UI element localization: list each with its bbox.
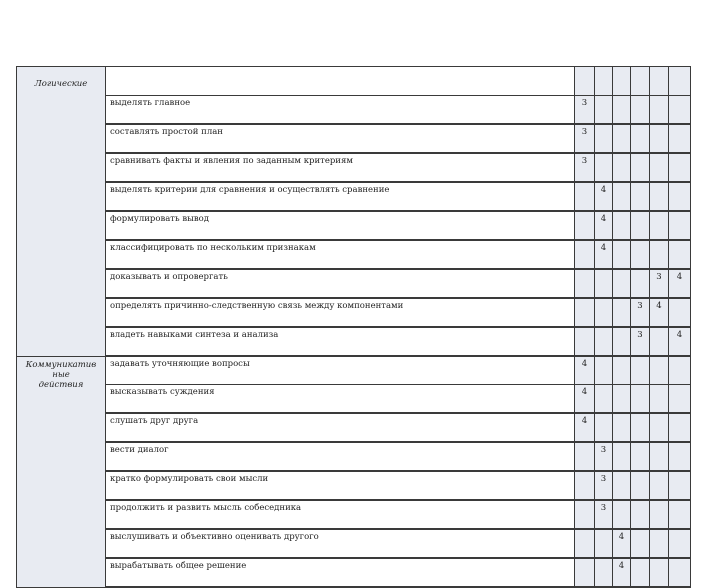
- level-cell: [595, 529, 613, 558]
- level-cell: 4: [595, 240, 613, 269]
- skill-cell: формулировать вывод: [106, 211, 575, 240]
- level-cell: [669, 529, 691, 558]
- level-cell: [669, 385, 691, 414]
- skill-cell: сравнивать факты и явления по заданным критериям: [106, 153, 575, 182]
- level-cell: [613, 500, 631, 529]
- level-cell: [575, 240, 595, 269]
- level-cell: [631, 153, 650, 182]
- level-cell: [669, 413, 691, 442]
- level-cell: 3: [595, 442, 613, 471]
- table-row: [17, 500, 691, 529]
- table-row: [17, 240, 691, 269]
- level-cell: [613, 356, 631, 385]
- level-cell: [650, 182, 669, 211]
- level-cell: [631, 96, 650, 125]
- level-cell: 3: [631, 298, 650, 327]
- category-line: Коммуникатив: [25, 359, 97, 370]
- level-cell: [650, 385, 669, 414]
- level-cell: [650, 471, 669, 500]
- table-row: [17, 153, 691, 182]
- level-cell: [669, 558, 691, 587]
- level-cell: [613, 240, 631, 269]
- level-cell: [669, 182, 691, 211]
- skill-cell: вырабатывать общее решение: [106, 558, 575, 587]
- table-row: [17, 67, 691, 96]
- table-row: [17, 471, 691, 500]
- level-cell: [650, 558, 669, 587]
- level-cell: [631, 124, 650, 153]
- skill-cell: определять причинно-следственную связь между компонентами: [106, 298, 575, 327]
- level-cell: [575, 67, 595, 96]
- level-cell: [650, 153, 669, 182]
- level-cell: [613, 153, 631, 182]
- level-cell: [595, 327, 613, 356]
- level-cell: [575, 529, 595, 558]
- level-cell: [631, 67, 650, 96]
- level-cell: [669, 96, 691, 125]
- level-cell: [669, 298, 691, 327]
- level-cell: 4: [575, 385, 595, 414]
- table-row: [17, 211, 691, 240]
- skill-cell: вести диалог: [106, 442, 575, 471]
- level-cell: [631, 558, 650, 587]
- level-cell: [631, 413, 650, 442]
- table-row: [17, 529, 691, 558]
- level-cell: [650, 442, 669, 471]
- level-cell: [669, 211, 691, 240]
- level-cell: 3: [595, 500, 613, 529]
- level-cell: [650, 413, 669, 442]
- level-cell: 3: [575, 96, 595, 125]
- level-cell: 4: [669, 327, 691, 356]
- skill-cell: слушать друг друга: [106, 413, 575, 442]
- level-cell: [575, 269, 595, 298]
- level-cell: [613, 471, 631, 500]
- level-cell: [575, 327, 595, 356]
- level-cell: [631, 356, 650, 385]
- level-cell: [613, 269, 631, 298]
- level-cell: [631, 269, 650, 298]
- level-cell: [631, 500, 650, 529]
- level-cell: 3: [631, 327, 650, 356]
- skill-cell: классифицировать по нескольким признакам: [106, 240, 575, 269]
- level-cell: [669, 442, 691, 471]
- level-cell: [613, 67, 631, 96]
- level-cell: [631, 385, 650, 414]
- level-cell: 4: [575, 413, 595, 442]
- table-row: [17, 413, 691, 442]
- table-row: [17, 96, 691, 125]
- level-cell: [595, 385, 613, 414]
- skill-cell: задавать уточняющие вопросы: [106, 356, 575, 385]
- level-cell: [613, 413, 631, 442]
- table-row: [17, 182, 691, 211]
- skill-cell: высказывать суждения: [106, 385, 575, 414]
- category-cell: [17, 356, 106, 587]
- table-row: [17, 269, 691, 298]
- level-cell: [613, 327, 631, 356]
- level-cell: [575, 471, 595, 500]
- level-cell: [631, 471, 650, 500]
- level-cell: [650, 211, 669, 240]
- level-cell: 3: [575, 124, 595, 153]
- skill-cell: продолжить и развить мысль собеседника: [106, 500, 575, 529]
- level-cell: [575, 442, 595, 471]
- level-cell: [595, 153, 613, 182]
- table-row: [17, 298, 691, 327]
- level-cell: [650, 240, 669, 269]
- skill-cell: выслушивать и объективно оценивать другого: [106, 529, 575, 558]
- skill-cell: выделять критерии для сравнения и осуществлять сравнение: [106, 182, 575, 211]
- skill-cell: [106, 67, 575, 96]
- category-line: действия: [38, 379, 84, 390]
- level-cell: [575, 298, 595, 327]
- level-cell: [595, 269, 613, 298]
- level-cell: [669, 471, 691, 500]
- table-row: [17, 442, 691, 471]
- level-cell: [631, 240, 650, 269]
- category-cell: Логические: [17, 67, 106, 357]
- table-row: [17, 385, 691, 414]
- level-cell: 4: [669, 269, 691, 298]
- level-cell: [669, 356, 691, 385]
- table-row: [17, 356, 691, 385]
- skill-cell: кратко формулировать свои мысли: [106, 471, 575, 500]
- level-cell: [595, 124, 613, 153]
- level-cell: [575, 182, 595, 211]
- level-cell: [650, 500, 669, 529]
- level-cell: [575, 211, 595, 240]
- level-cell: 3: [575, 153, 595, 182]
- level-cell: [595, 67, 613, 96]
- table-row: [17, 558, 691, 587]
- category-line: ные: [52, 369, 70, 380]
- level-cell: [595, 356, 613, 385]
- level-cell: 4: [595, 211, 613, 240]
- level-cell: [613, 442, 631, 471]
- level-cell: [613, 385, 631, 414]
- level-cell: [650, 356, 669, 385]
- level-cell: [669, 153, 691, 182]
- table-row: [17, 327, 691, 356]
- level-cell: 3: [595, 471, 613, 500]
- level-cell: [613, 96, 631, 125]
- level-cell: [613, 124, 631, 153]
- competency-table: [16, 66, 691, 588]
- level-cell: [650, 529, 669, 558]
- level-cell: [631, 211, 650, 240]
- level-cell: [631, 442, 650, 471]
- level-cell: 3: [650, 269, 669, 298]
- level-cell: [595, 298, 613, 327]
- level-cell: [613, 182, 631, 211]
- level-cell: [613, 211, 631, 240]
- level-cell: [631, 529, 650, 558]
- level-cell: [575, 558, 595, 587]
- level-cell: [669, 124, 691, 153]
- level-cell: [613, 298, 631, 327]
- level-cell: [595, 96, 613, 125]
- skill-cell: выделять главное: [106, 96, 575, 125]
- level-cell: [669, 500, 691, 529]
- level-cell: 4: [650, 298, 669, 327]
- level-cell: [595, 558, 613, 587]
- level-cell: [669, 67, 691, 96]
- level-cell: [631, 182, 650, 211]
- competency-table-sheet: [16, 66, 683, 571]
- skill-cell: составлять простой план: [106, 124, 575, 153]
- level-cell: [650, 67, 669, 96]
- level-cell: [650, 96, 669, 125]
- level-cell: 4: [575, 356, 595, 385]
- skill-cell: владеть навыками синтеза и анализа: [106, 327, 575, 356]
- level-cell: 4: [613, 558, 631, 587]
- level-cell: [650, 327, 669, 356]
- skill-cell: доказывать и опровергать: [106, 269, 575, 298]
- level-cell: [669, 240, 691, 269]
- level-cell: 4: [613, 529, 631, 558]
- level-cell: [650, 124, 669, 153]
- table-row: [17, 124, 691, 153]
- level-cell: [575, 500, 595, 529]
- level-cell: 4: [595, 182, 613, 211]
- level-cell: [595, 413, 613, 442]
